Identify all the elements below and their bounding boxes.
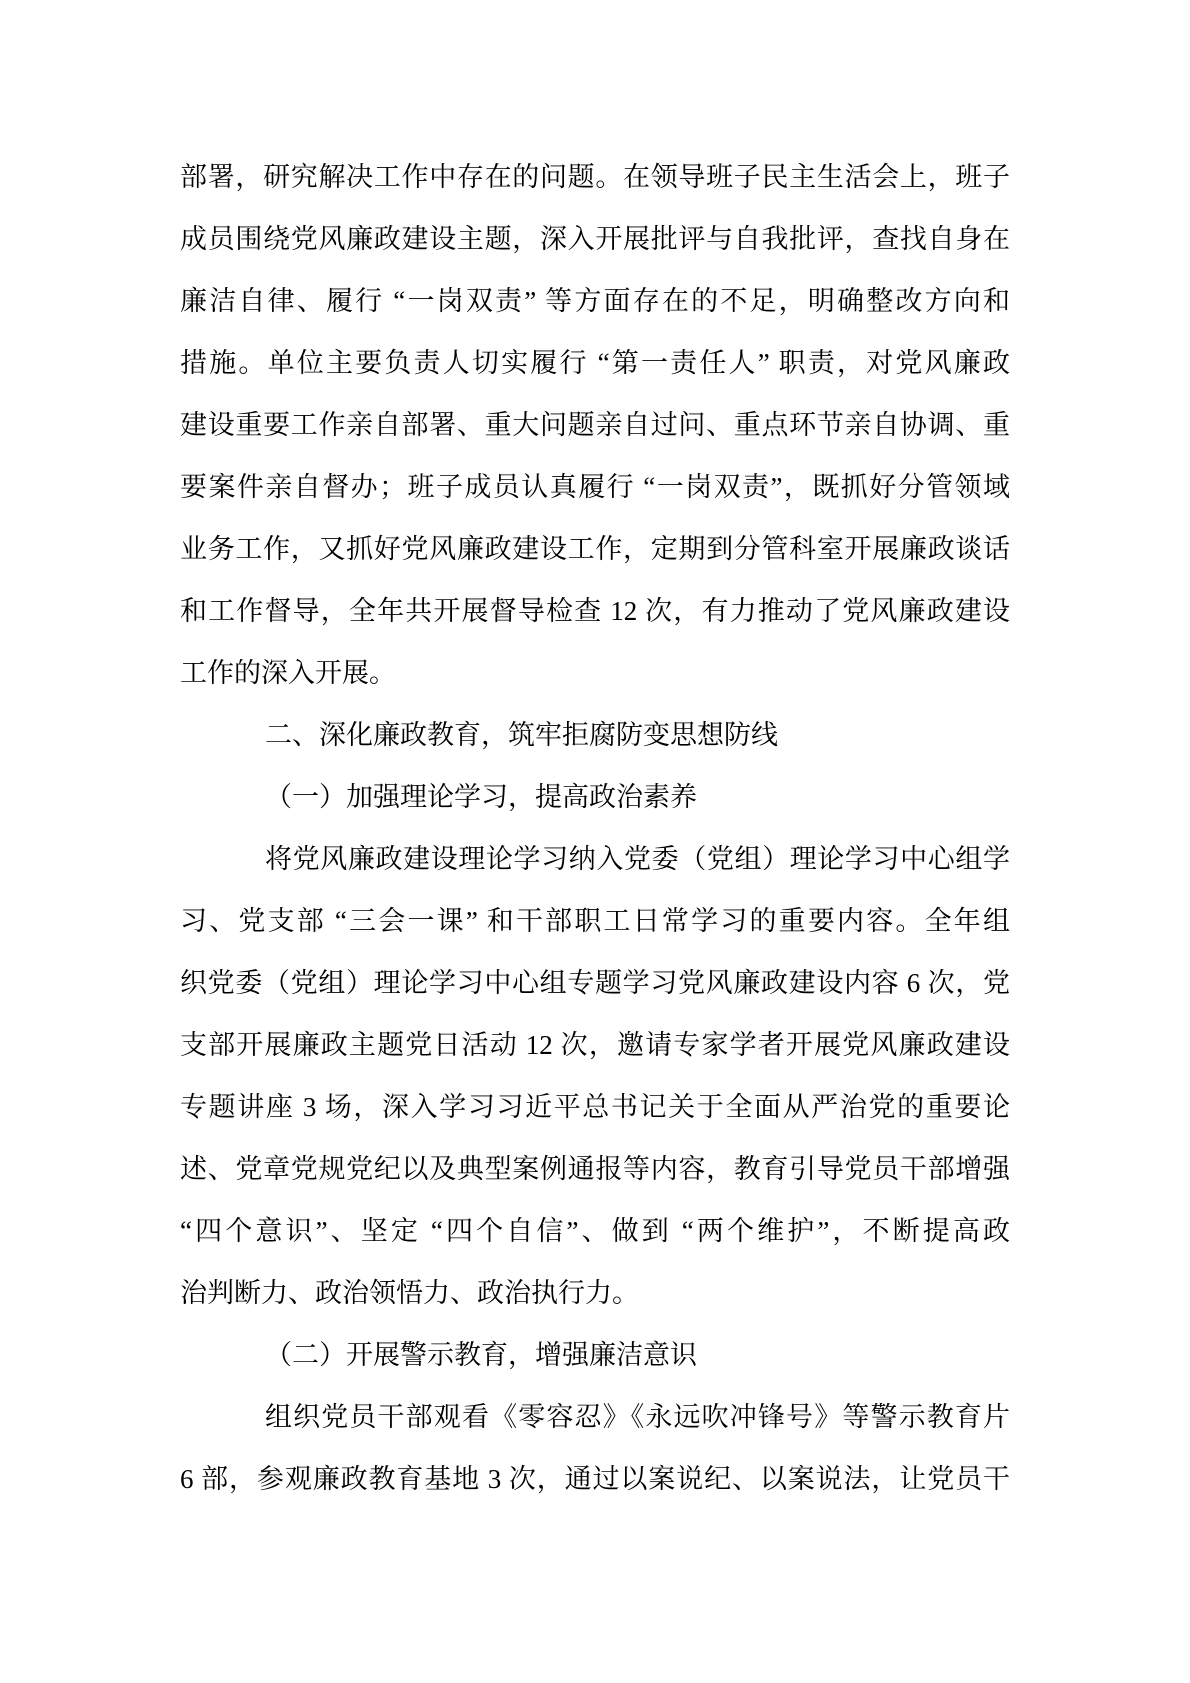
text-line: 部署，研究解决工作中存在的问题。在领导班子民主生活会上，班子 xyxy=(180,162,1010,192)
text-line: 织党委（党组）理论学习中心组专题学习党风廉政建设内容 6 次，党 xyxy=(180,968,1010,998)
text-line: 习、党支部 “三会一课” 和干部职工日常学习的重要内容。全年组 xyxy=(180,906,1010,936)
heading-level-2-line: （二）开展警示教育，增强廉洁意识 xyxy=(265,1340,697,1370)
text-line: 组织党员干部观看《零容忍》《永远吹冲锋号》等警示教育片 xyxy=(265,1402,1010,1432)
heading-level-2-line: （一）加强理论学习，提高政治素养 xyxy=(265,782,697,812)
text-line: 治判断力、政治领悟力、政治执行力。 xyxy=(180,1278,639,1308)
text-line: 措施。单位主要负责人切实履行 “第一责任人” 职责，对党风廉政 xyxy=(180,348,1010,378)
text-line: 廉洁自律、履行 “一岗双责” 等方面存在的不足，明确整改方向和 xyxy=(180,286,1010,316)
text-line: 业务工作，又抓好党风廉政建设工作，定期到分管科室开展廉政谈话 xyxy=(180,534,1010,564)
text-line: 成员围绕党风廉政建设主题，深入开展批评与自我批评，查找自身在 xyxy=(180,224,1010,254)
text-line: “四个意识”、坚定 “四个自信”、做到 “两个维护”，不断提高政 xyxy=(180,1216,1010,1246)
document-text-block xyxy=(180,146,1010,1510)
text-line: 工作的深入开展。 xyxy=(180,658,396,688)
heading-level-1-line: 二、深化廉政教育，筑牢拒腐防变思想防线 xyxy=(265,720,778,750)
text-line: 专题讲座 3 场，深入学习习近平总书记关于全面从严治党的重要论 xyxy=(180,1092,1010,1122)
text-line: 建设重要工作亲自部署、重大问题亲自过问、重点环节亲自协调、重 xyxy=(180,410,1010,440)
text-line: 和工作督导，全年共开展督导检查 12 次，有力推动了党风廉政建设 xyxy=(180,596,1010,626)
text-line: 要案件亲自督办；班子成员认真履行 “一岗双责”，既抓好分管领域 xyxy=(180,472,1010,502)
text-line: 6 部，参观廉政教育基地 3 次，通过以案说纪、以案说法，让党员干 xyxy=(180,1464,1010,1494)
text-line: 支部开展廉政主题党日活动 12 次，邀请专家学者开展党风廉政建设 xyxy=(180,1030,1010,1060)
text-line: 将党风廉政建设理论学习纳入党委（党组）理论学习中心组学 xyxy=(265,844,1010,874)
text-line: 述、党章党规党纪以及典型案例通报等内容，教育引导党员干部增强 xyxy=(180,1154,1010,1184)
